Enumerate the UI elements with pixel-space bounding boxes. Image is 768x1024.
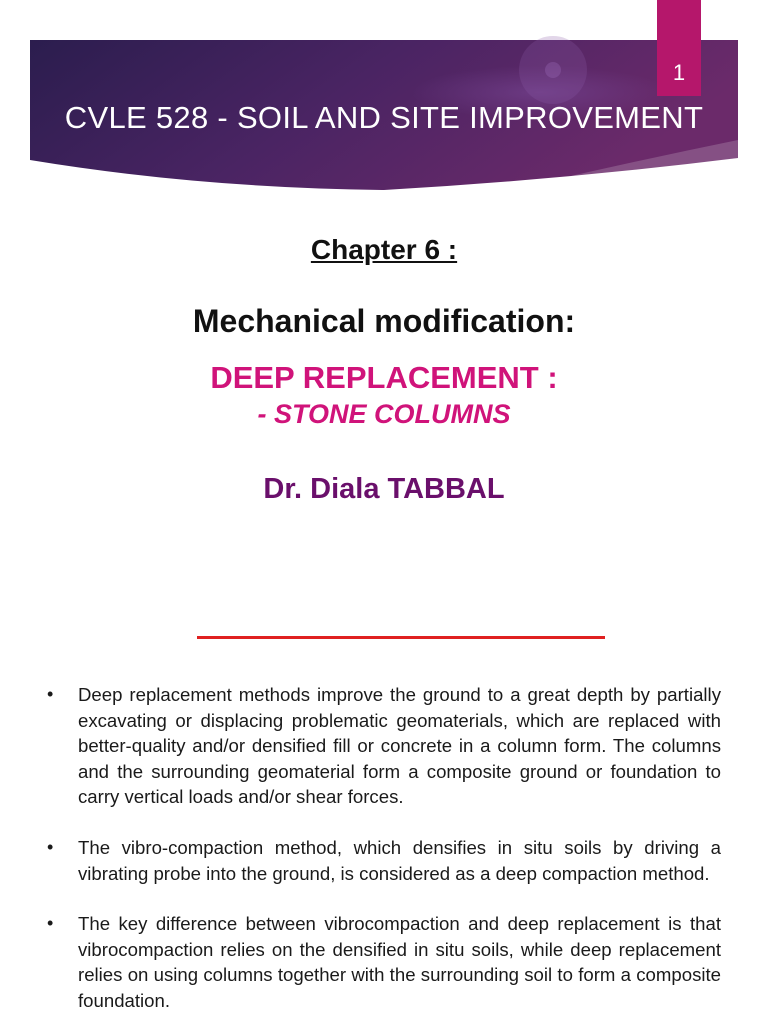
- list-item: [0, 835, 768, 886]
- course-title: CVLE 528 - SOIL AND SITE IMPROVEMENT: [64, 100, 704, 135]
- red-divider: [197, 636, 605, 639]
- slide-number: 1: [672, 60, 686, 85]
- bullet-list: [0, 682, 768, 1024]
- bullet-text: The key difference between vibrocompaction and deep replacement is that vibrocompaction relies on the densified in situ soils, while deep replacement relies on using columns together with the surrounding soil to form a composite foundation.: [78, 913, 721, 1011]
- subtopic-heading: - STONE COLUMNS: [257, 399, 511, 429]
- subtitle-heading: Mechanical modification:: [192, 303, 576, 339]
- bullet-text: Deep replacement methods improve the ground to a great depth by partially excavating or displacing problematic geomaterials, which are replaced with better-quality and/or densified fill or concrete in a column form. The columns and the surrounding geomaterial form a composite ground or foundation to carry vertical loads and/or shear forces.: [78, 684, 721, 808]
- list-item: [0, 911, 768, 1013]
- topic-heading: DEEP REPLACEMENT :: [210, 360, 558, 395]
- bullet-marker: •: [47, 684, 54, 704]
- bullet-marker: •: [47, 913, 54, 934]
- chapter-heading: Chapter 6 :: [310, 234, 458, 265]
- bullet-text: The vibro-compaction method, which densifies in situ soils by driving a vibrating probe into the ground, is considered as a deep compaction method.: [78, 836, 721, 884]
- bullet-marker: •: [47, 836, 54, 857]
- author-name: Dr. Diala TABBAL: [263, 473, 505, 505]
- list-item: [0, 682, 768, 810]
